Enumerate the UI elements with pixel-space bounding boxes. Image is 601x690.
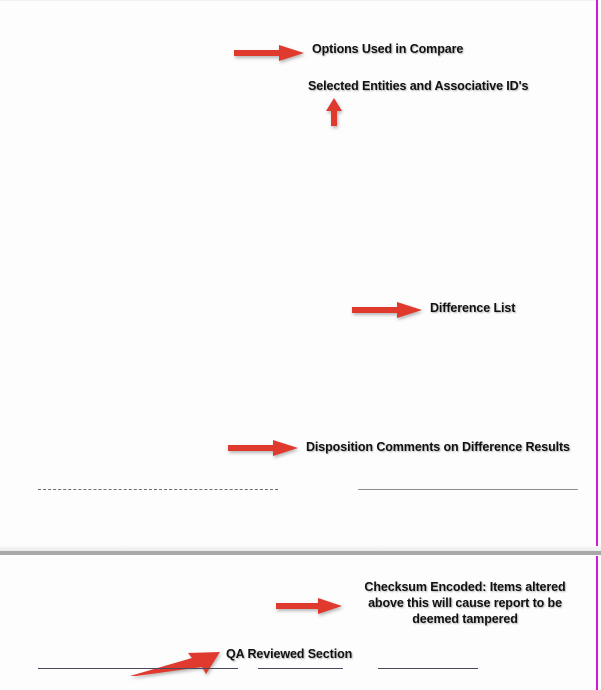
pass-fail-dashed-rule: [38, 489, 278, 490]
page-top-edge: [0, 0, 596, 1]
qa-date-rule: [258, 668, 343, 669]
arrow-qa-reviewed: [130, 652, 220, 676]
arrow-disposition-comments: [228, 440, 298, 456]
page-break-divider: [0, 551, 601, 555]
qa-stamp-rule: [378, 668, 478, 669]
callout-disposition-comments: Disposition Comments on Difference Results: [306, 440, 570, 454]
arrow-selected-entities: [326, 98, 342, 126]
callout-options-used: Options Used in Compare: [312, 42, 464, 56]
pass-fail-solid-rule: [358, 489, 578, 490]
callout-checksum-note-line3: deemed tampered: [412, 612, 518, 626]
arrow-options-used: [234, 45, 304, 61]
callout-qa-reviewed: QA Reviewed Section: [226, 647, 353, 661]
callout-difference-list: Difference List: [430, 301, 516, 315]
callout-selected-entities: Selected Entities and Associative ID's: [308, 79, 529, 93]
arrow-checksum-note: [276, 598, 342, 614]
page-right-border-upper: [596, 0, 598, 546]
qa-signature-rule: [38, 668, 238, 669]
callout-checksum-note-line2: above this will cause report to be: [368, 596, 562, 610]
page-right-border-lower: [596, 556, 598, 690]
callout-checksum-note-line1: Checksum Encoded: Items altered: [364, 580, 566, 594]
arrow-difference-list: [352, 302, 422, 318]
